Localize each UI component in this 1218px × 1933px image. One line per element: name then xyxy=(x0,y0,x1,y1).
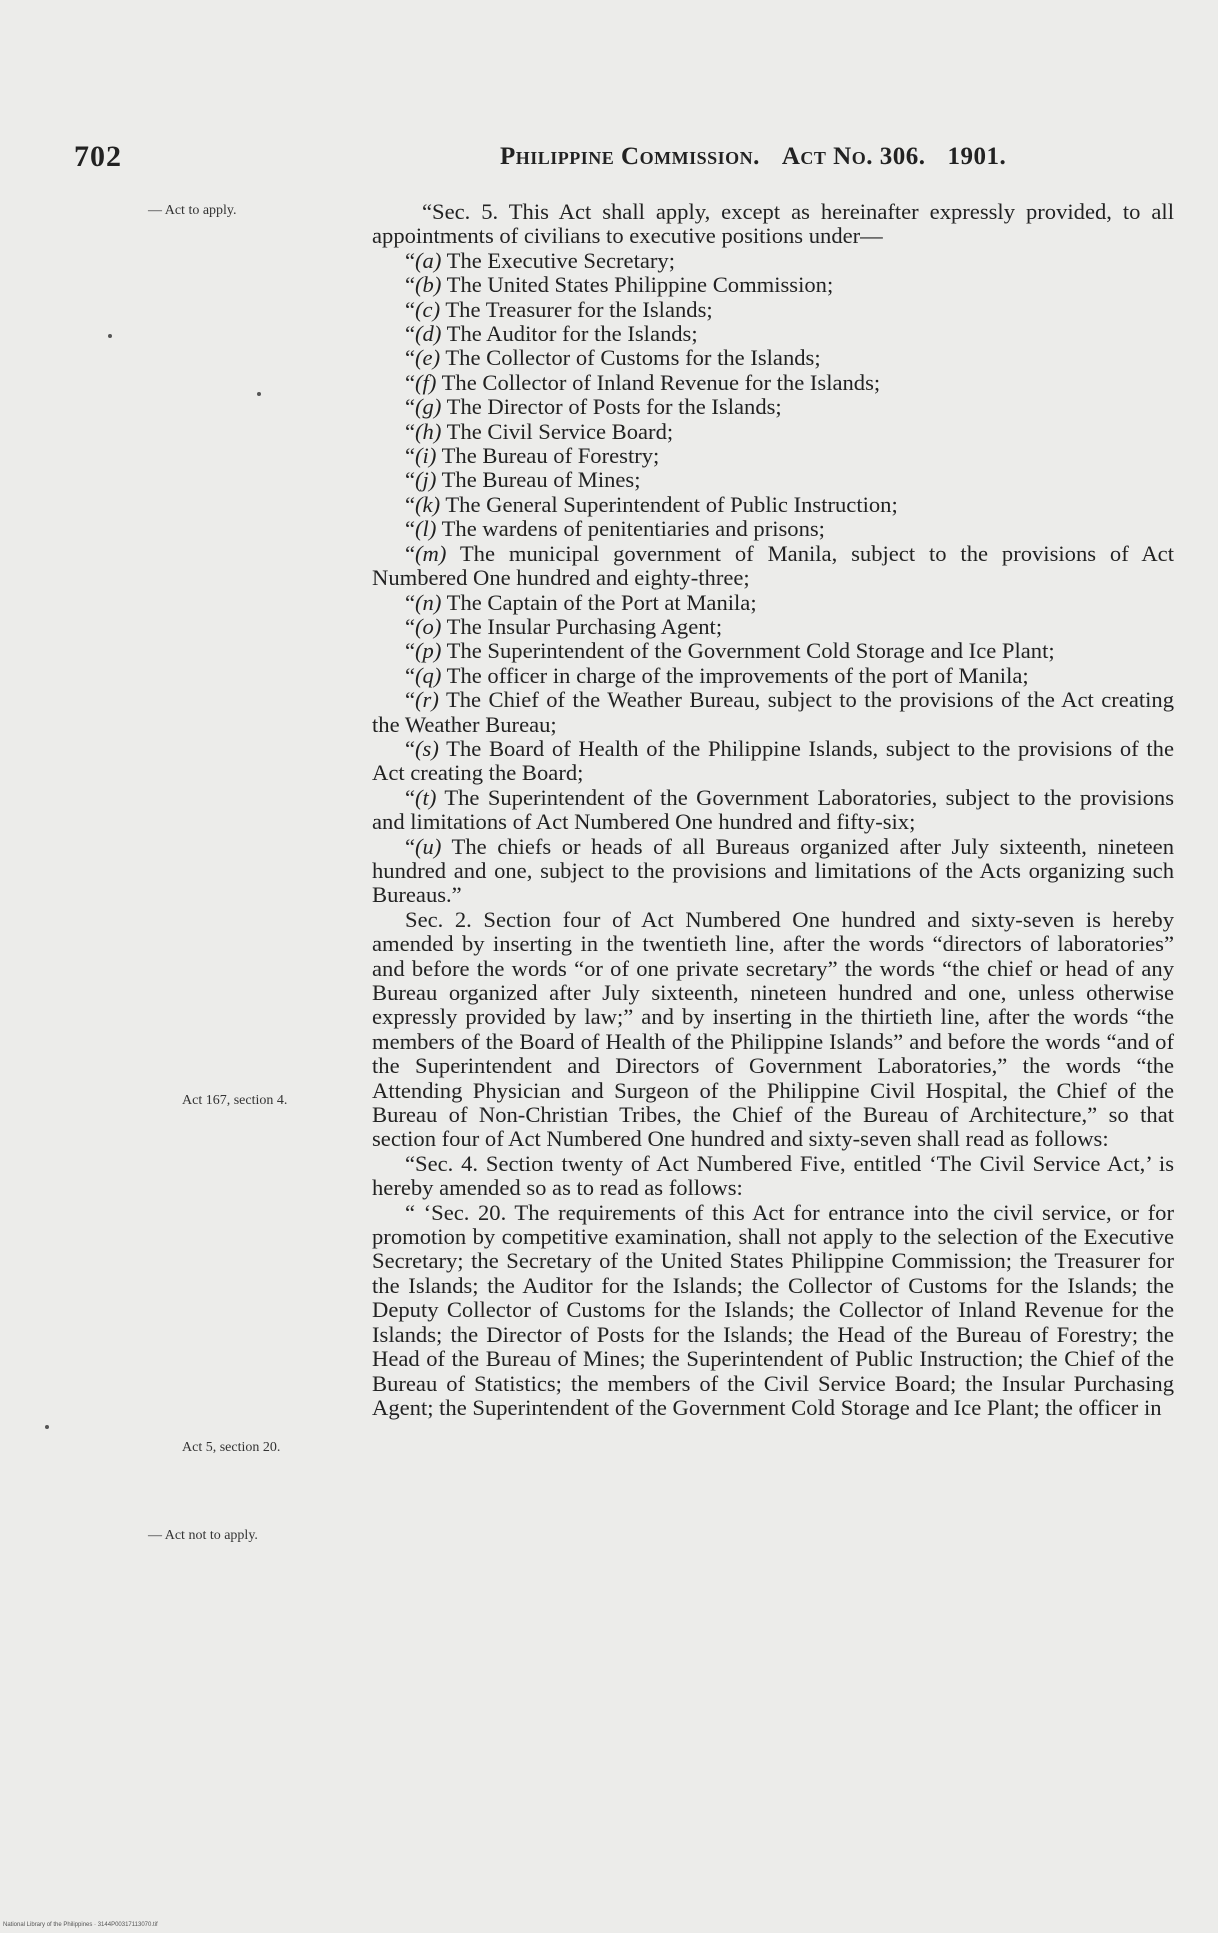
scan-speck xyxy=(257,392,261,396)
list-item: “(p) The Superintendent of the Government Cold Storage and Ice Plant; xyxy=(405,638,1055,664)
running-head xyxy=(500,143,1006,171)
margin-note-act-5: Act 5, section 20. xyxy=(182,1440,281,1455)
list-item: “(j) The Bureau of Mines; xyxy=(405,467,641,493)
list-item: “(u) The chiefs or heads of all Bureaus organized after July sixteenth, nineteen hundred and one, subject to the provisions and limitations of the Acts organizing such Bureaus.” xyxy=(372,833,1174,908)
margin-note-act-167: Act 167, section 4. xyxy=(182,1093,288,1108)
list-item: “(q) The officer in charge of the improvements of the port of Manila; xyxy=(405,662,1029,688)
list-item: “(e) The Collector of Customs for the Islands; xyxy=(405,345,821,371)
list-item: “(n) The Captain of the Port at Manila; xyxy=(405,589,757,615)
list-item: “(d) The Auditor for the Islands; xyxy=(405,321,698,347)
margin-note-act-not-to-apply: — Act not to apply. xyxy=(148,1528,258,1543)
list-item: “(k) The General Superintendent of Public Instruction; xyxy=(405,491,898,517)
scan-speck xyxy=(108,334,112,338)
section-2-paragraph: Sec. 2. Section four of Act Numbered One hundred and sixty-seven is hereby amended by inserting in the twentieth line, after the words “directors of laboratories” and before the words “or of one private secretary” the words “the chief or head of any Bureau organized after July sixteenth, nineteen hundred and one, unless otherwise expressly provided by law;” and by inserting in the thirtieth line, after the words “the members of the Board of Health of the Philippine Islands” and before the words “and of the Superintendent and Directors of Government Laboratories,” the words “the Attending Physician and Surgeon of the Philippine Civil Hospital, the Chief of the Bureau of Non-Christian Tribes, the Chief of the Bureau of Architecture,” so that section four of Act Numbered One hundred and sixty-seven shall read as follows: xyxy=(372,906,1174,1152)
list-item: “(c) The Treasurer for the Islands; xyxy=(405,296,713,322)
list-item: “(o) The Insular Purchasing Agent; xyxy=(405,613,723,639)
scan-speck xyxy=(45,1425,49,1429)
page-number: 702 xyxy=(74,140,122,173)
body-text xyxy=(372,200,1174,1420)
running-head-act: Act No. 306. xyxy=(781,143,926,170)
list-item: “(i) The Bureau of Forestry; xyxy=(405,443,660,469)
running-head-title: Philippine Commission. xyxy=(500,143,760,170)
list-item: “(s) The Board of Health of the Philippine Islands, subject to the provisions of the Act creating the Board; xyxy=(372,735,1174,786)
list-item: “(m) The municipal government of Manila, subject to the provisions of Act Numbered One hundred and eighty-three; xyxy=(372,540,1174,591)
list-item: “(b) The United States Philippine Commission; xyxy=(405,272,834,298)
section-5-intro: “Sec. 5. This Act shall apply, except as hereinafter expressly provided, to all appointments of civilians to executive positions under— xyxy=(372,199,1174,249)
list-item: “(h) The Civil Service Board; xyxy=(405,418,674,444)
list-item: “(a) The Executive Secretary; xyxy=(405,247,675,273)
list-item: “(l) The wardens of penitentiaries and prisons; xyxy=(405,516,825,542)
margin-note-act-to-apply: — Act to apply. xyxy=(148,203,237,218)
list-item: “(g) The Director of Posts for the Islands; xyxy=(405,394,782,420)
list-item: “(f) The Collector of Inland Revenue for the Islands; xyxy=(405,369,881,395)
list-item: “(t) The Superintendent of the Government Laboratories, subject to the provisions and limitations of Act Numbered One hundred and fifty-six; xyxy=(372,784,1175,835)
list-item: “(r) The Chief of the Weather Bureau, subject to the provisions of the Act creating the Weather Bureau; xyxy=(372,687,1174,737)
section-4-paragraph: “Sec. 4. Section twenty of Act Numbered Five, entitled ‘The Civil Service Act,’ is hereby amended so as to read as follows: xyxy=(372,1150,1174,1201)
section-20-paragraph: “ ‘Sec. 20. The requirements of this Act for entrance into the civil service, or for promotion by competitive examination, shall not apply to the selection of the Executive Secretary; the Secretary of the United States Philippine Commission; the Treasurer for the Islands; the Auditor for the Islands; the Collector of Customs for the Islands; the Deputy Collector of Customs for the Islands; the Collector of Inland Revenue for the Islands; the Director of Posts for the Islands; the Head of the Bureau of Forestry; the Head of the Bureau of Mines; the Superintendent of Public Instruction; the Chief of the Bureau of Statistics; the members of the Civil Service Board; the Insular Purchasing Agent; the Superintendent of the Government Cold Storage and Ice Plant; the officer in xyxy=(372,1199,1174,1420)
running-head-year: 1901. xyxy=(947,143,1007,170)
scan-footer-tag: National Library of the Philippines · 3144P00317113070.tif xyxy=(3,1922,158,1928)
